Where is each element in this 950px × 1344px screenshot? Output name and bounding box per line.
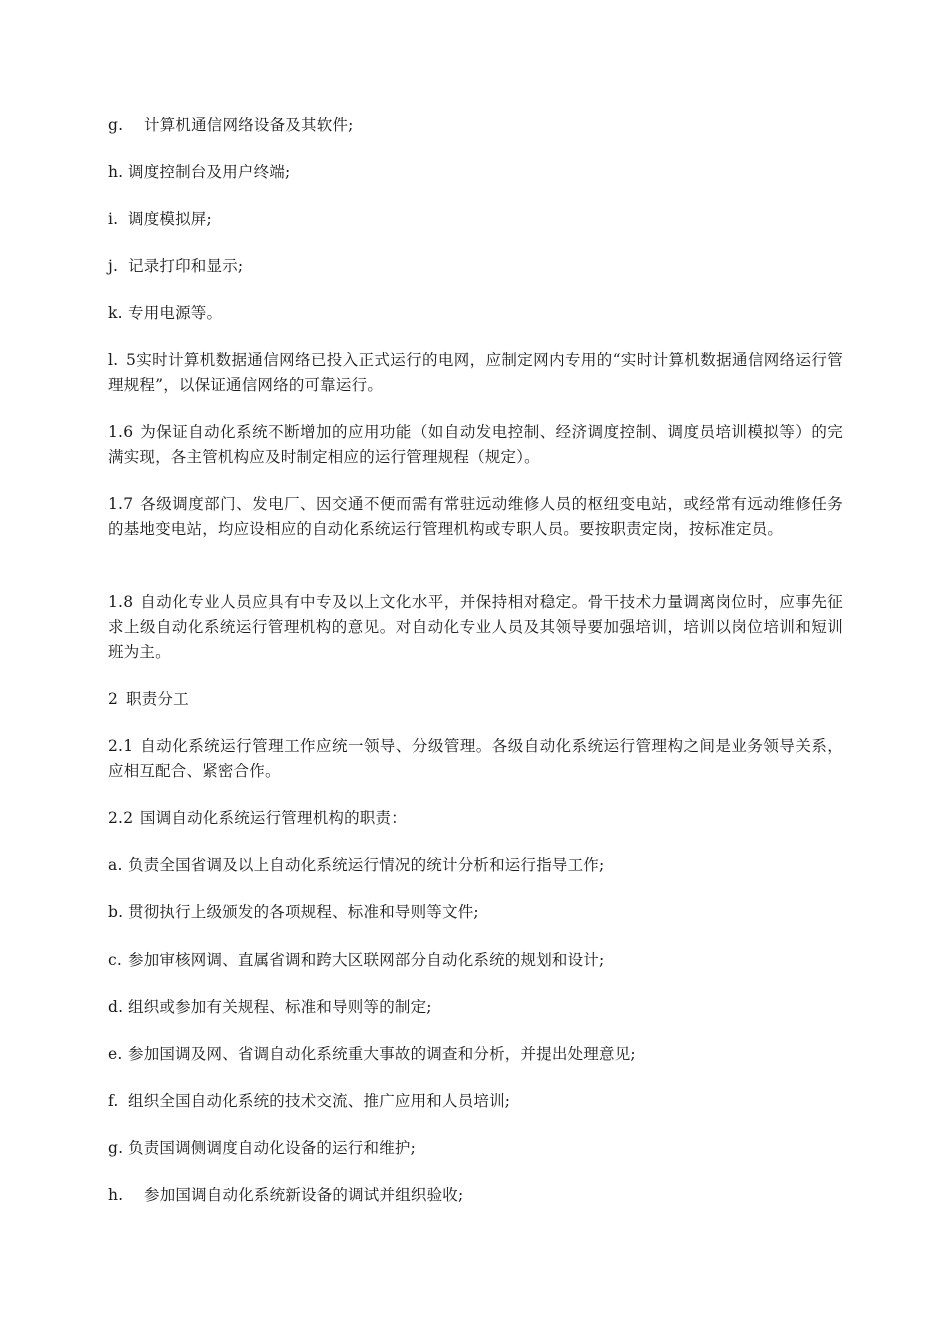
item-label: i. [108,210,119,228]
item-text: 参加国调自动化系统新设备的调试并组织验收; [144,1186,464,1204]
item-text: 为保证自动化系统不断增加的应用功能（如自动发电控制、经济调度控制、调度员培训模拟等）的完满实现，各主管机构应及时制定相应的运行管理规程（规定）。 [108,423,843,466]
item-text: 参加审核网调、直属省调和跨大区联网部分自动化系统的规划和设计; [128,951,605,969]
item-text: 国调自动化系统运行管理机构的职责： [140,809,407,827]
item-label: e. [108,1045,123,1063]
item-label: b. [108,903,124,921]
clause-1-7 [108,492,843,542]
item-label: h. [108,1186,124,1204]
list-item-b [108,900,843,925]
item-label: c. [108,951,123,969]
item-label: 2.1 [108,737,134,755]
item-text: 5实时计算机数据通信网络已投入正式运行的电网，应制定网内专用的“实时计算机数据通信网络运行管理规程”，以保证通信网络的可靠运行。 [108,351,843,394]
item-text: 组织全国自动化系统的技术交流、推广应用和人员培训; [128,1092,511,1110]
item-label: l. [108,351,119,369]
item-label: a. [108,856,123,874]
item-label: d. [108,998,124,1016]
list-item-g-2 [108,1136,843,1161]
item-text: 参加国调及网、省调自动化系统重大事故的调查和分析，并提出处理意见; [128,1045,636,1063]
list-item-j [108,254,843,279]
item-text: 调度模拟屏; [128,210,212,228]
item-text: 调度控制台及用户终端; [128,163,291,181]
list-item-d [108,995,843,1020]
item-label: j. [108,257,119,275]
list-item-e [108,1042,843,1067]
list-item-a [108,853,843,878]
list-item-l [108,348,843,398]
clause-2-2 [108,806,843,831]
list-item-h [108,160,843,185]
item-text: 记录打印和显示; [128,257,244,275]
item-text: 贯彻执行上级颁发的各项规程、标准和导则等文件; [128,903,479,921]
item-label: h. [108,163,124,181]
list-item-f [108,1089,843,1114]
item-text: 职责分工 [126,690,189,708]
list-item-c [108,948,843,973]
item-label: 2 [108,690,119,708]
item-label: 2.2 [108,809,134,827]
section-heading-2 [108,687,843,712]
item-text: 负责全国省调及以上自动化系统运行情况的统计分析和运行指导工作; [128,856,605,874]
item-text: 计算机通信网络设备及其软件; [144,116,354,134]
clause-1-8 [108,590,843,665]
item-text: 各级调度部门、发电厂、因交通不便而需有常驻远动维修人员的枢纽变电站，或经常有远动维修任务的基地变电站，均应设相应的自动化系统运行管理机构或专职人员。要按职责定岗，按标准定员。 [108,495,843,538]
item-text: 负责国调侧调度自动化设备的运行和维护; [128,1139,417,1157]
item-label: k. [108,304,123,322]
item-text: 自动化系统运行管理工作应统一领导、分级管理。各级自动化系统运行管理构之间是业务领导关系，应相互配合、紧密合作。 [108,737,843,780]
item-text: 组织或参加有关规程、标准和导则等的制定; [128,998,432,1016]
item-label: g. [108,116,124,134]
list-item-h-2 [108,1183,843,1208]
item-label: 1.8 [108,593,134,611]
item-label: g. [108,1139,124,1157]
clause-2-1 [108,734,843,784]
item-label: f. [108,1092,119,1110]
item-text: 专用电源等。 [128,304,223,322]
clause-1-6 [108,420,843,470]
list-item-i [108,207,843,232]
item-text: 自动化专业人员应具有中专及以上文化水平，并保持相对稳定。骨干技术力量调离岗位时，应事先征求上级自动化系统运行管理机构的意见。对自动化专业人员及其领导要加强培训，培训以岗位培训和短训班为主。 [108,593,843,661]
list-item-g [108,113,843,138]
item-label: 1.6 [108,423,134,441]
list-item-k [108,301,843,326]
item-label: 1.7 [108,495,134,513]
